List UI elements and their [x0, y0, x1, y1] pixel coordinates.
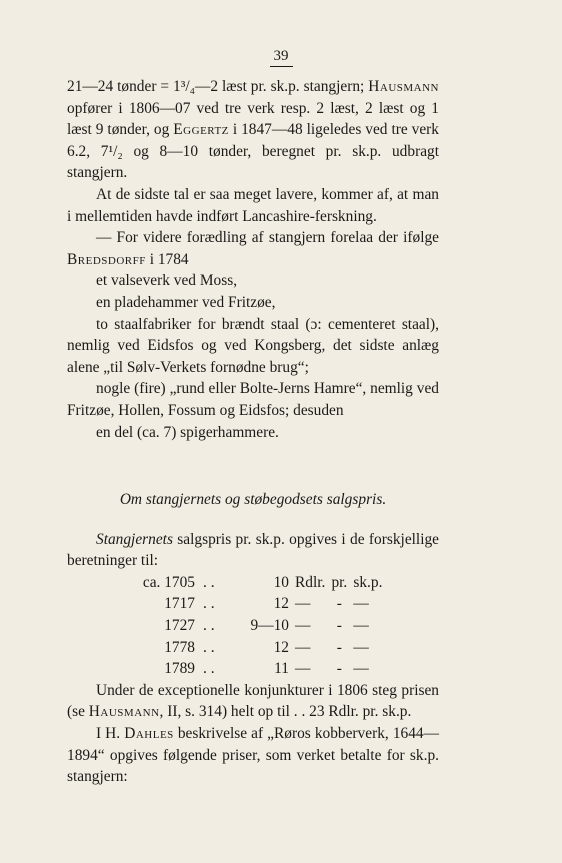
price-cell: 11 [274, 660, 289, 678]
pr-cell: - [336, 617, 342, 635]
list-item: et valseverk ved Moss, [96, 272, 238, 290]
price-cell: 12 [273, 595, 289, 613]
pr-cell: - [336, 595, 342, 613]
table-row [123, 658, 393, 680]
pr-cell: - [336, 638, 342, 656]
paragraph: 21—24 tønder = 1³/₄—2 læst pr. sk.p. stangjern; Hausmann opfører i 1806—07 ved tre verk resp. 2 læst, 2 læst og 1 læst 9 tønder, og Eggertz i 1847—48 ligeledes ved tre verk 6.2, 7¹/₂ og 8—10 tønder, beregnet pr. sk.p. udbragt stangjern. [67, 78, 439, 182]
paragraph: Stangjernets salgspris pr. sk.p. opgives i de forskjellige beretninger til: [67, 530, 439, 570]
section-heading: Om stangjernets og støbegodsets salgspris. [119, 491, 387, 509]
leader-dots: . . [203, 638, 215, 656]
unit-cell: — [295, 595, 311, 613]
list-item: en del (ca. 7) spigerhammere. [96, 423, 279, 441]
author-name: Eggertz [173, 121, 229, 139]
author-name: Dahles [124, 725, 174, 743]
author-name: Bredsdorff [67, 250, 146, 268]
author-name: Hausmann [368, 78, 439, 95]
unit-cell: Rdlr. [295, 573, 326, 591]
pr-cell: pr. [331, 573, 348, 591]
year-cell: 1789 [164, 660, 195, 678]
price-cell: 9—10 [250, 617, 289, 635]
table-row [123, 637, 393, 659]
table-row [123, 572, 393, 594]
unit-cell: — [295, 660, 311, 678]
table-row [123, 615, 393, 637]
skp-cell: — [353, 617, 369, 635]
price-cell: 12 [273, 638, 289, 656]
skp-cell: sk.p. [353, 573, 383, 591]
paragraph: At de sidste tal er saa meget lavere, kommer af, at man i mellemtiden havde indført Lancashire-ferskning. [67, 185, 439, 225]
list-item: nogle (fire) „rund eller Bolte-Jerns Hamre“, nemlig ved Fritzøe, Hollen, Fossum og Eidsfos; desuden [67, 380, 439, 419]
year-cell: 1778 [164, 638, 195, 656]
skp-cell: — [353, 638, 369, 656]
leader-dots: . . [203, 573, 215, 591]
unit-cell: — [295, 638, 311, 656]
year-cell: 1717 [164, 595, 195, 613]
price-table [123, 572, 393, 680]
pr-cell: - [336, 660, 342, 678]
page-number: 39 [0, 48, 562, 67]
leader-dots: . . [203, 617, 215, 635]
table-row [123, 593, 393, 615]
body-text [67, 76, 439, 788]
leader-dots: . . [203, 660, 215, 678]
year-cell: 1727 [164, 617, 195, 635]
author-name: Hausmann [88, 703, 160, 721]
skp-cell: — [353, 660, 369, 678]
skp-cell: — [353, 595, 369, 613]
unit-cell: — [295, 617, 311, 635]
paragraph: Under de exceptionelle konjunkturer i 1806 steg prisen (se Hausmann, II, s. 314) helt op til . . 23 Rdlr. pr. sk.p. [67, 681, 439, 721]
year-cell: ca. 1705 [142, 573, 195, 591]
paragraph: — For videre forædling af stangjern forelaa der ifølge Bredsdorff i 1784 [67, 229, 439, 268]
list-item: to staalfabriker for brændt staal (ɔ: cementeret staal), nemlig ved Eidsfos og ved Kongsberg, det sidste anlæg alene „til Sølv-Verkets fornødne brug“; [67, 315, 439, 376]
list-item: en pladehammer ved Fritzøe, [96, 293, 276, 311]
leader-dots: . . [203, 595, 215, 613]
paragraph: I H. Dahles beskrivelse af „Røros kobberverk, 1644—1894“ opgives følgende priser, som verket betalte for sk.p. stangjern: [67, 725, 439, 786]
price-cell: 10 [273, 573, 289, 591]
